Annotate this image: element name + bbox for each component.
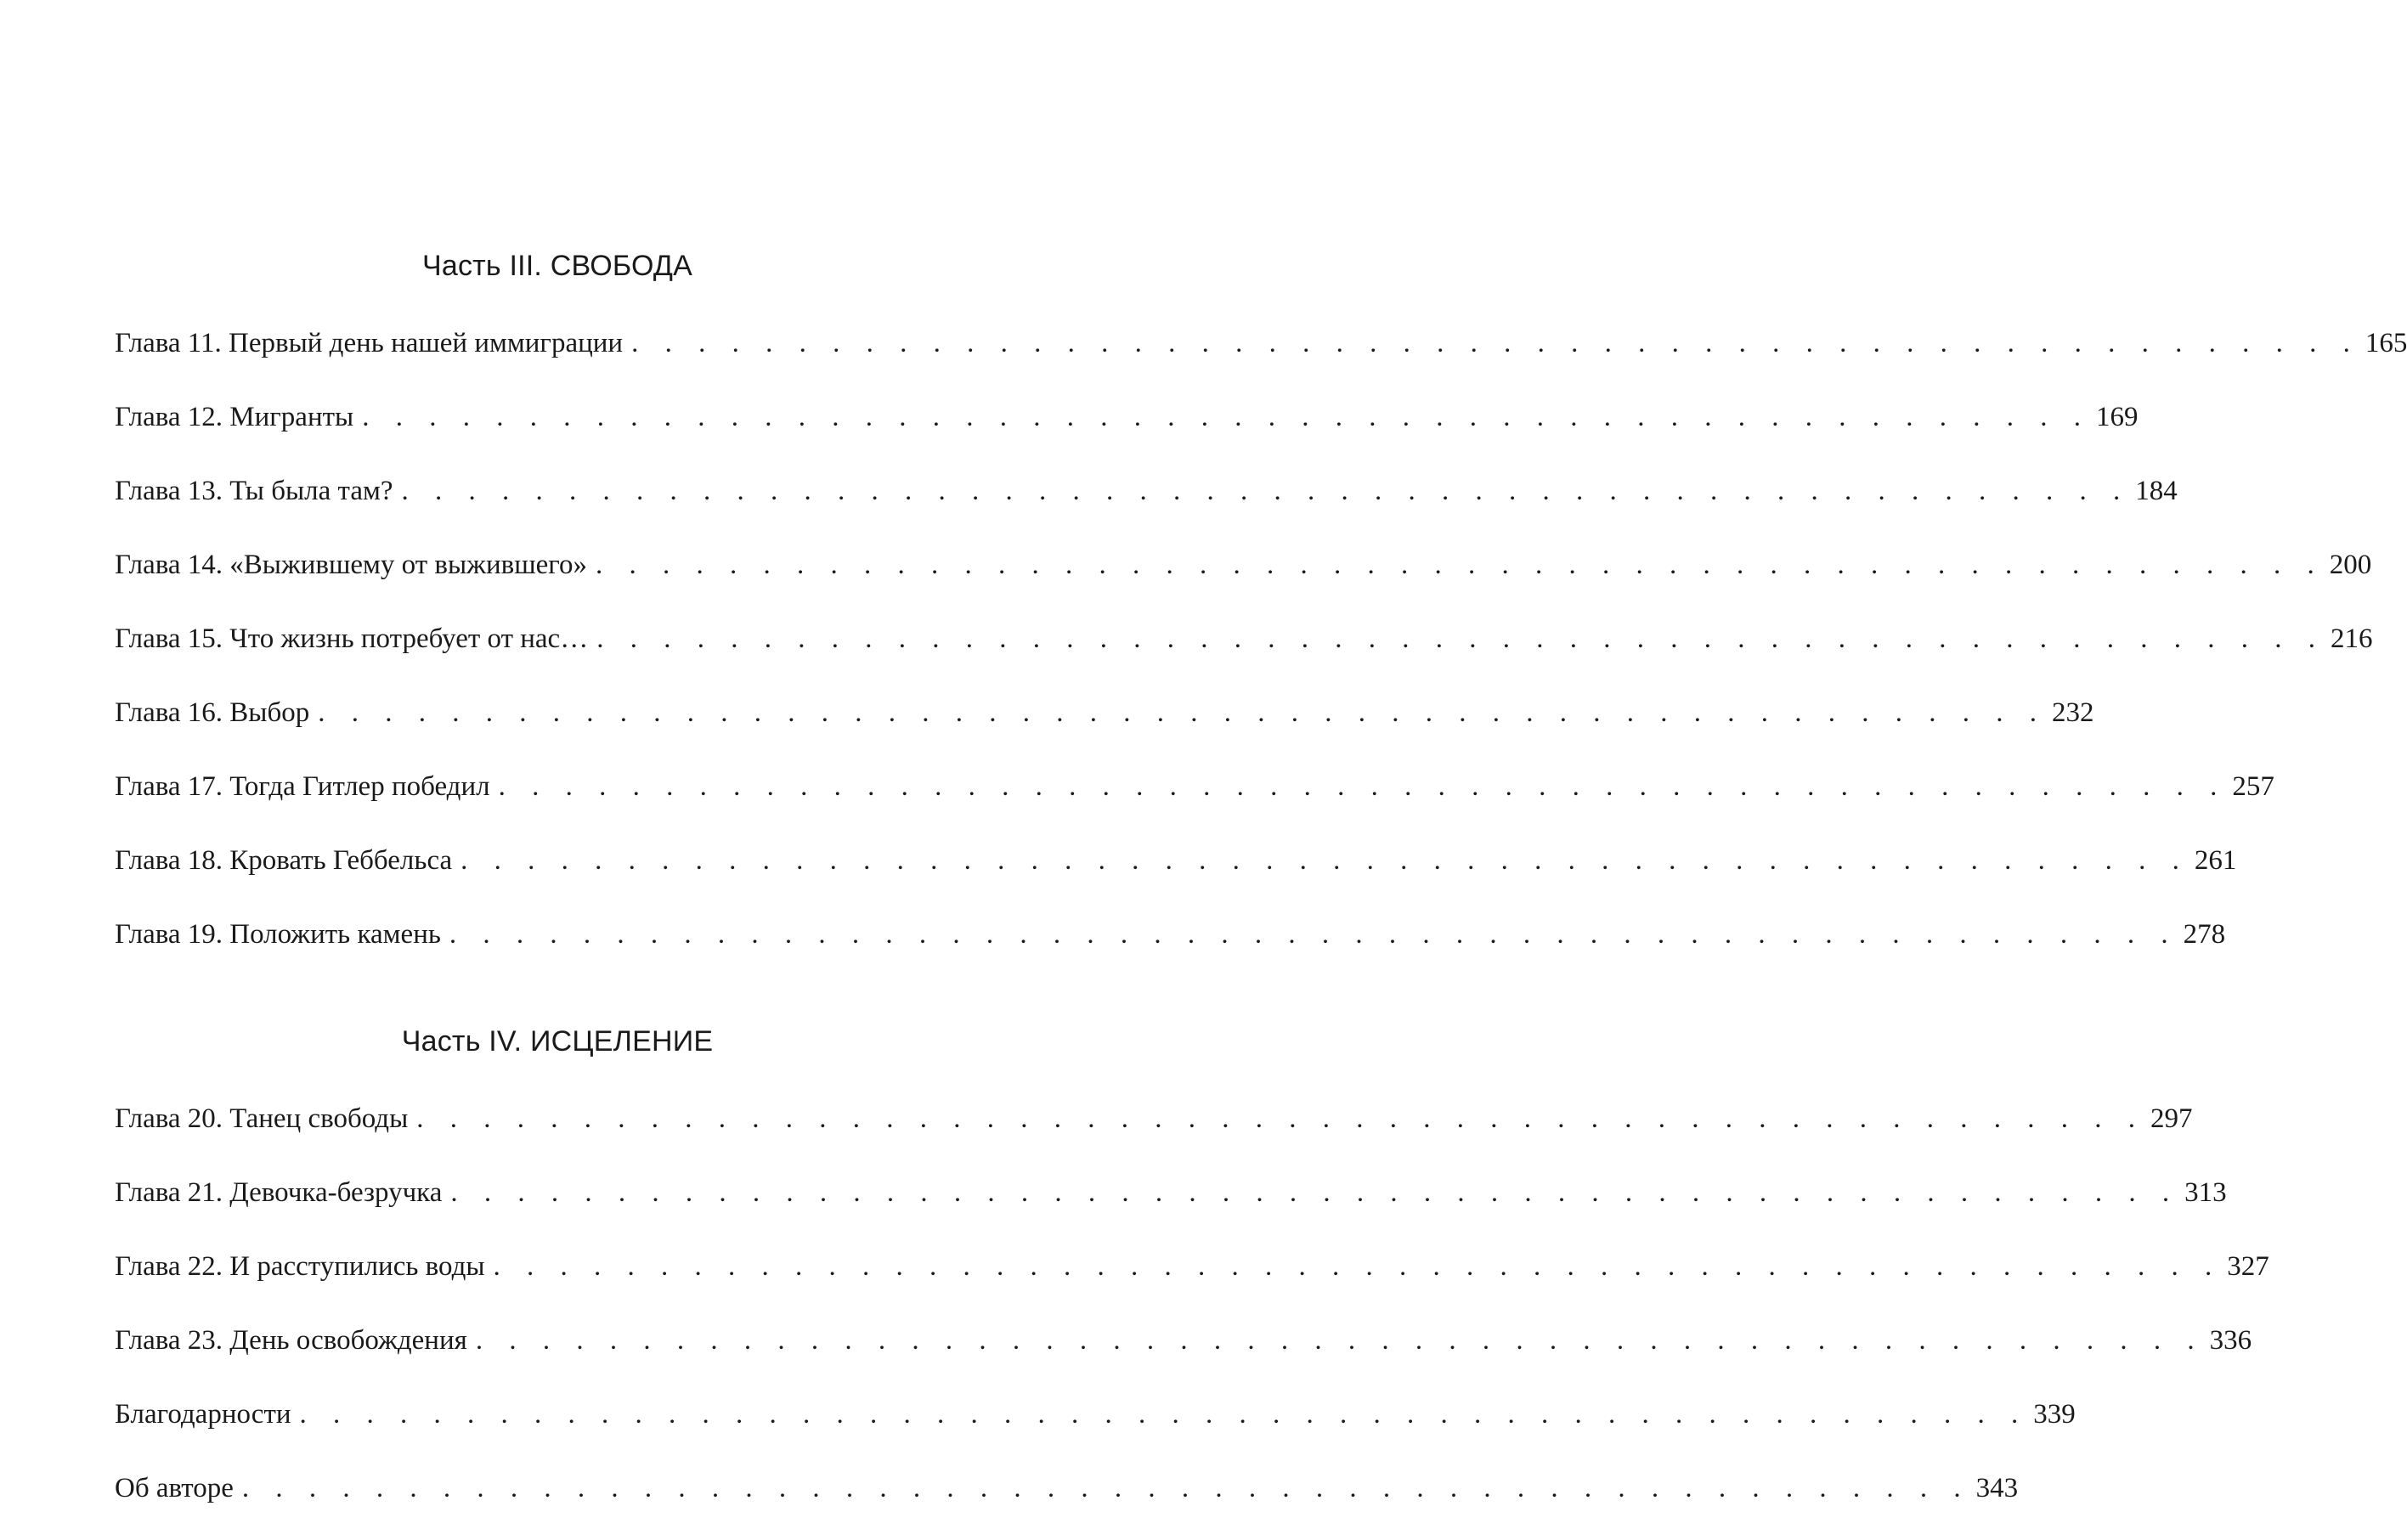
toc-entry[interactable] bbox=[115, 1171, 2227, 1244]
dot-leader: . . . . . . . . . . . . . . . . . . . . . . . . . . . . . . . . . . . . . . . . . . . . . . . . . . . . bbox=[596, 623, 2325, 654]
toc-entry-title: Глава 16. Выбор bbox=[115, 697, 310, 728]
toc-entry[interactable] bbox=[115, 1466, 2019, 1540]
toc-page-number: 200 bbox=[2329, 550, 2372, 580]
toc-entry[interactable] bbox=[115, 691, 2094, 764]
dot-leader: . . . . . . . . . . . . . . . . . . . . . . . . . . . . . . . . . . . . . . . . . . . . . . . . . . . . bbox=[450, 1177, 2179, 1208]
toc-entry-title: Глава 23. День освобождения bbox=[115, 1325, 467, 1356]
dot-leader: . . . . . . . . . . . . . . . . . . . . . . . . . . . . . . . . . . . . . . . . . . . . . . . . . . . . bbox=[631, 328, 2360, 358]
toc-page-number: 184 bbox=[2135, 476, 2178, 506]
toc-entry[interactable] bbox=[115, 764, 2274, 838]
toc-entry-title: Об авторе bbox=[115, 1473, 234, 1503]
toc-entry-title: Глава 17. Тогда Гитлер победил bbox=[115, 771, 490, 802]
toc-entry[interactable] bbox=[115, 838, 2237, 912]
toc-page-number: 169 bbox=[2095, 402, 2139, 432]
toc-entry-title: Глава 15. Что жизнь потребует от нас… bbox=[115, 623, 589, 654]
dot-leader: . . . . . . . . . . . . . . . . . . . . . . . . . . . . . . . . . . . . . . . . . . . . . . . . . . . . bbox=[595, 550, 2325, 580]
toc-entry[interactable] bbox=[115, 395, 2139, 469]
dot-leader: . . . . . . . . . . . . . . . . . . . . . . . . . . . . . . . . . . . . . . . . . . . . . . . . . . . . bbox=[241, 1473, 1971, 1503]
toc-entry-title: Глава 22. И расступились воды bbox=[115, 1251, 485, 1282]
toc-list bbox=[115, 1097, 2269, 1540]
toc-entry-title: Глава 21. Девочка-безручка bbox=[115, 1177, 443, 1208]
toc-page-number: 232 bbox=[2051, 697, 2094, 728]
toc-page-number: 216 bbox=[2330, 623, 2373, 654]
toc-entry[interactable] bbox=[115, 617, 2373, 691]
toc-list bbox=[115, 321, 2407, 986]
dot-leader: . . . . . . . . . . . . . . . . . . . . . . . . . . . . . . . . . . . . . . . . . . . . . . . . . . . . bbox=[401, 476, 2130, 506]
part-heading: Часть IV. ИСЦЕЛЕНИЕ bbox=[401, 1025, 714, 1058]
toc-page-number: 261 bbox=[2194, 845, 2237, 876]
toc-entry-title: Глава 19. Положить камень bbox=[115, 919, 441, 950]
toc-page-number: 339 bbox=[2033, 1399, 2076, 1430]
toc-entry-title: Благодарности bbox=[115, 1399, 291, 1430]
toc-entry-title: Глава 11. Первый день нашей иммиграции bbox=[115, 328, 624, 358]
dot-leader: . . . . . . . . . . . . . . . . . . . . . . . . . . . . . . . . . . . . . . . . . . . . . . . . . . . . bbox=[362, 402, 2091, 432]
dot-leader: . . . . . . . . . . . . . . . . . . . . . . . . . . . . . . . . . . . . . . . . . . . . . . . . . . . . bbox=[449, 919, 2178, 950]
toc-page-number: 336 bbox=[2209, 1325, 2252, 1356]
dot-leader: . . . . . . . . . . . . . . . . . . . . . . . . . . . . . . . . . . . . . . . . . . . . . . . . . . . . bbox=[460, 845, 2189, 876]
part-heading: Часть III. СВОБОДА bbox=[421, 250, 693, 282]
toc-page-number: 257 bbox=[2232, 771, 2274, 802]
dot-leader: . . . . . . . . . . . . . . . . . . . . . . . . . . . . . . . . . . . . . . . . . . . . . . . . . . . . bbox=[416, 1103, 2145, 1134]
toc-entry-title: Глава 12. Мигранты bbox=[115, 402, 354, 432]
toc-entry[interactable] bbox=[115, 469, 2178, 543]
toc-page-number: 297 bbox=[2150, 1103, 2193, 1134]
dot-leader: . . . . . . . . . . . . . . . . . . . . . . . . . . . . . . . . . . . . . . . . . . . . . . . . . . . . bbox=[318, 697, 2047, 728]
toc-page-number: 165 bbox=[2365, 328, 2407, 358]
toc-entry-title: Глава 13. Ты была там? bbox=[115, 476, 393, 506]
toc-entry[interactable] bbox=[115, 543, 2372, 617]
toc-entry[interactable] bbox=[115, 1097, 2193, 1171]
toc-page-number: 278 bbox=[2183, 919, 2226, 950]
toc-page-number: 313 bbox=[2184, 1177, 2227, 1208]
toc-page-number: 343 bbox=[1975, 1473, 2019, 1503]
toc-entry[interactable] bbox=[115, 1244, 2269, 1318]
dot-leader: . . . . . . . . . . . . . . . . . . . . . . . . . . . . . . . . . . . . . . . . . . . . . . . . . . . . bbox=[299, 1399, 2028, 1430]
toc-entry[interactable] bbox=[115, 1392, 2076, 1466]
toc-entry-title: Глава 18. Кровать Геббельса bbox=[115, 845, 453, 876]
toc-entry[interactable] bbox=[115, 321, 2407, 395]
toc-entry[interactable] bbox=[115, 912, 2226, 986]
toc-entry-title: Глава 14. «Выжившему от выжившего» bbox=[115, 550, 587, 580]
dot-leader: . . . . . . . . . . . . . . . . . . . . . . . . . . . . . . . . . . . . . . . . . . . . . . . . . . . . bbox=[475, 1325, 2205, 1356]
dot-leader: . . . . . . . . . . . . . . . . . . . . . . . . . . . . . . . . . . . . . . . . . . . . . . . . . . . . bbox=[493, 1251, 2222, 1282]
toc-entry-title: Глава 20. Танец свободы bbox=[115, 1103, 409, 1134]
dot-leader: . . . . . . . . . . . . . . . . . . . . . . . . . . . . . . . . . . . . . . . . . . . . . . . . . . . . bbox=[498, 771, 2227, 802]
toc-page-number: 327 bbox=[2227, 1251, 2269, 1282]
toc-entry[interactable] bbox=[115, 1318, 2252, 1392]
